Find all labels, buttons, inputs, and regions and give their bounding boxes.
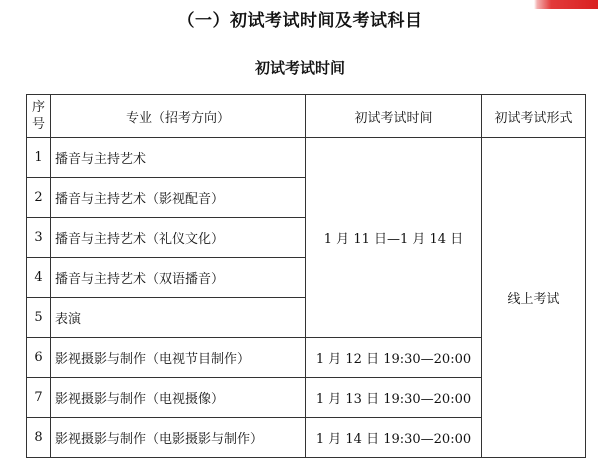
- row-major: 播音与主持艺术（影视配音）: [51, 178, 306, 218]
- row-seq: 7: [27, 378, 51, 418]
- row-major: 播音与主持艺术: [51, 138, 306, 178]
- header-major: 专业（招考方向）: [51, 95, 306, 138]
- header-seq-line2: 号: [31, 117, 45, 132]
- row-seq: 1: [27, 138, 51, 178]
- row-seq: 6: [27, 338, 51, 378]
- header-seq-line1: 序: [31, 100, 45, 115]
- section-heading: （一）初试考试时间及考试科目: [177, 11, 423, 31]
- exam-time-group-1-5: 1 月 11 日—1 月 14 日: [306, 138, 482, 338]
- header-time: 初试考试时间: [306, 95, 482, 138]
- table-title: 初试考试时间: [254, 59, 345, 77]
- row-major: 表演: [51, 298, 306, 338]
- row-major: 影视摄影与制作（电影摄影与制作）: [51, 418, 306, 458]
- header-form: 初试考试形式: [482, 95, 586, 138]
- row-major: 影视摄影与制作（电视摄像）: [51, 378, 306, 418]
- row-seq: 5: [27, 298, 51, 338]
- row-seq: 2: [27, 178, 51, 218]
- row-seq: 3: [27, 218, 51, 258]
- exam-schedule-table: [26, 94, 586, 458]
- row-major: 播音与主持艺术（双语播音）: [51, 258, 306, 298]
- table-row: [27, 138, 586, 178]
- row-major: 影视摄影与制作（电视节目制作）: [51, 338, 306, 378]
- row-seq: 4: [27, 258, 51, 298]
- exam-form-cell: 线上考试: [482, 138, 586, 458]
- exam-time-row-7: 1 月 13 日 19:30—20:00: [306, 378, 482, 418]
- exam-time-row-6: 1 月 12 日 19:30—20:00: [306, 338, 482, 378]
- row-major: 播音与主持艺术（礼仪文化）: [51, 218, 306, 258]
- row-seq: 8: [27, 418, 51, 458]
- header-seq: [27, 95, 51, 138]
- table-header-row: [27, 95, 586, 138]
- exam-time-row-8: 1 月 14 日 19:30—20:00: [306, 418, 482, 458]
